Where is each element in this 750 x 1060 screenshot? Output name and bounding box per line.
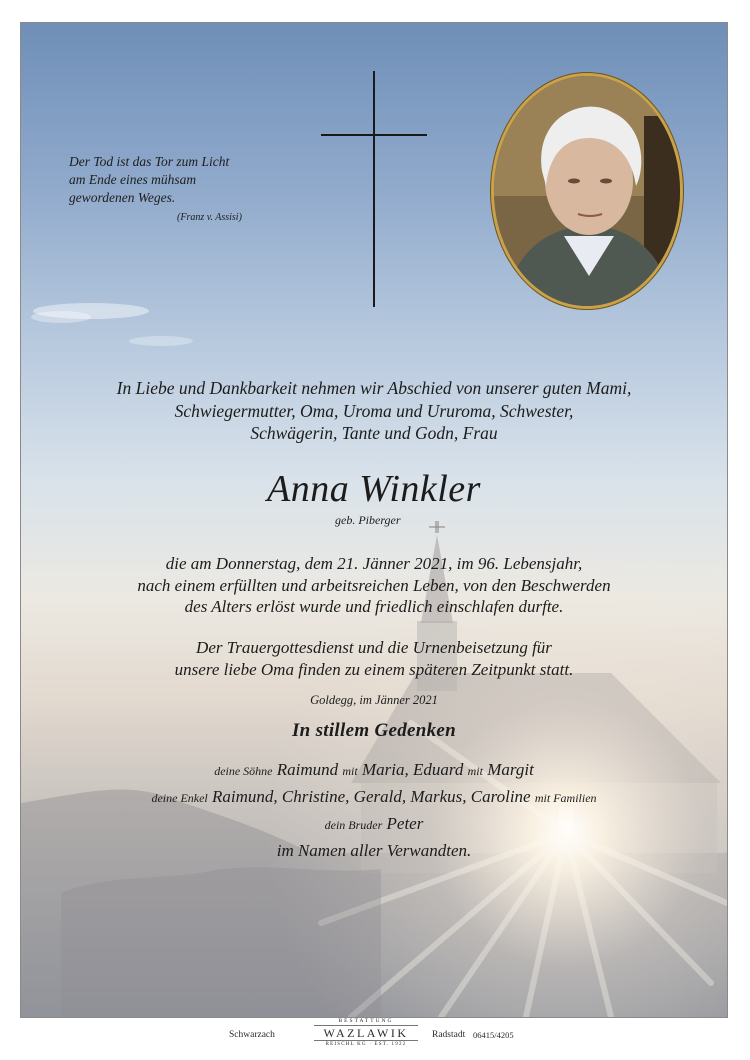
birth-name: geb. Piberger xyxy=(335,513,401,527)
quote-author: (Franz v. Assisi) xyxy=(177,212,242,223)
mourners-relatives: im Namen aller Verwandten. xyxy=(276,841,472,860)
mourner-name: Peter xyxy=(386,814,424,833)
service-line: unsere liebe Oma finden zu einem späteren Zeitpunkt statt. xyxy=(174,659,574,679)
logo-name: WAZLAWIK xyxy=(314,1025,418,1041)
relation-label: mit Familien xyxy=(534,791,597,805)
obituary-card xyxy=(20,22,728,1018)
quote-line: Der Tod ist das Tor zum Licht xyxy=(69,154,230,169)
quote-line: am Ende eines mühsam xyxy=(69,172,197,187)
relation-label: mit xyxy=(467,764,483,778)
cross-icon xyxy=(319,69,429,309)
death-line: des Alters erlöst wurde und friedlich einschlafen durfte. xyxy=(184,597,564,616)
footer-phone: 06415/4205 xyxy=(473,1030,514,1040)
mourner-name: Maria, Eduard xyxy=(361,760,464,779)
relation-label: deine Söhne xyxy=(214,764,273,778)
intro-line: Schwiegermutter, Oma, Uroma und Ururoma, Schwester, xyxy=(174,400,574,421)
quote xyxy=(69,153,299,227)
death-line: nach einem erfüllten und arbeitsreichen Leben, von den Beschwerden xyxy=(137,575,611,595)
service-notice xyxy=(21,637,727,680)
funeral-home-logo xyxy=(308,1018,424,1047)
mourner-name: Raimund xyxy=(276,760,339,779)
mourners-list xyxy=(21,757,727,863)
relation-label: mit xyxy=(342,764,358,778)
mourner-name: Raimund, Christine, Gerald, Markus, Caroline xyxy=(212,787,531,806)
relation-label: dein Bruder xyxy=(324,818,383,832)
death-line: die am Donnerstag, dem 21. Jänner 2021, im 96. Lebensjahr, xyxy=(165,554,583,573)
place-date: Goldegg, im Jänner 2021 xyxy=(310,693,438,707)
mourners-sons xyxy=(21,757,727,784)
intro-text xyxy=(21,377,727,445)
footer-location-left: Schwarzach xyxy=(229,1030,275,1040)
footer-location-right: Radstadt xyxy=(432,1030,466,1040)
death-notice xyxy=(21,553,727,618)
relation-label: deine Enkel xyxy=(151,791,208,805)
intro-line: Schwägerin, Tante und Godn, Frau xyxy=(250,423,498,443)
portrait-photo xyxy=(491,73,683,309)
mourner-name: Margit xyxy=(487,760,534,779)
service-line: Der Trauergottesdienst und die Urnenbeisetzung für xyxy=(196,638,552,657)
footer xyxy=(0,1018,750,1058)
logo-bottom-text: REISCHL KG · EST. 1922 xyxy=(325,1042,407,1047)
mourners-brother xyxy=(21,811,727,838)
mourners-grandchildren xyxy=(21,784,727,811)
intro-line: In Liebe und Dankbarkeit nehmen wir Abschied von unserer guten Mami, xyxy=(116,378,632,398)
gedenken-heading: In stillem Gedenken xyxy=(291,720,457,741)
logo-top-text: BESTATTUNG xyxy=(338,1018,394,1024)
deceased-name: Anna Winkler xyxy=(267,468,481,510)
quote-line: gewordenen Weges. xyxy=(69,190,176,205)
